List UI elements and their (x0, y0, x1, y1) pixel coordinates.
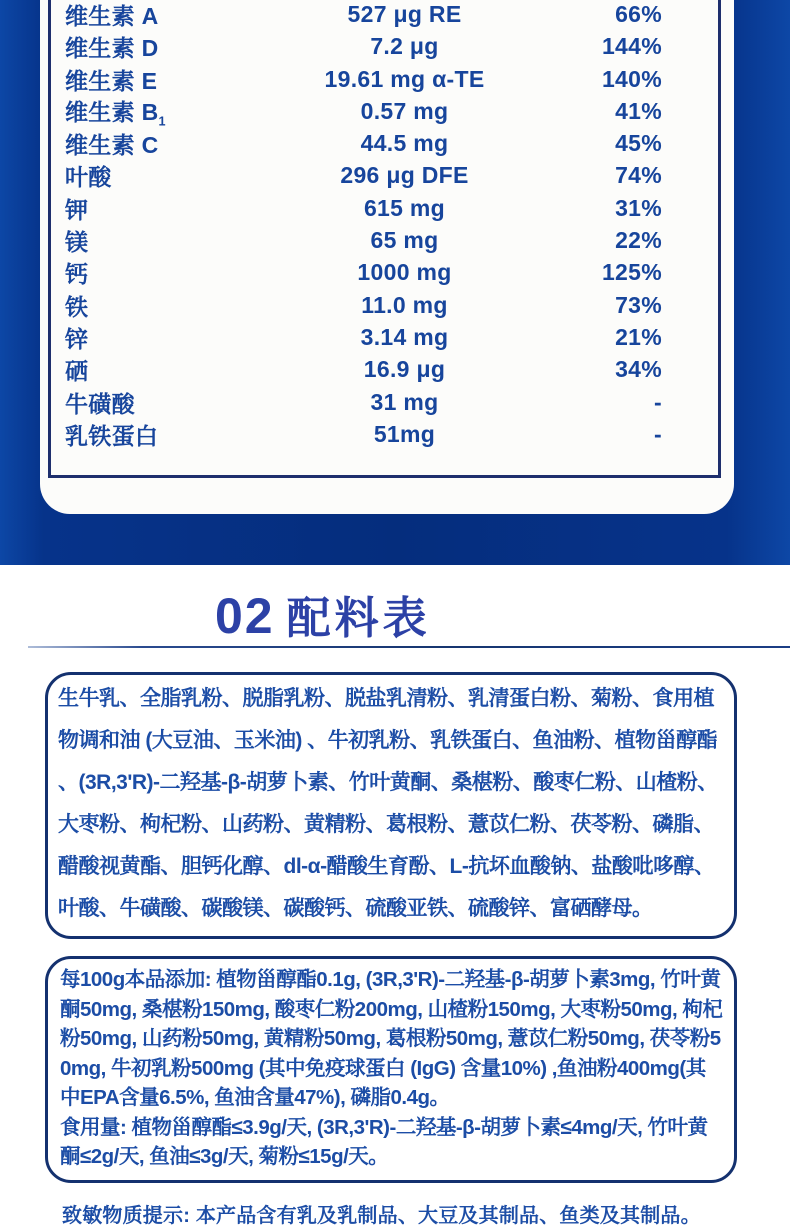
nutrition-table-row (51, 321, 718, 353)
nutrient-name: 硒 (65, 358, 89, 385)
nutrient-name: 镁 (65, 229, 89, 256)
nutrition-table-row (51, 386, 718, 418)
ingredients-amounts-box (45, 956, 737, 1183)
nutrient-amount: 615 mg (363, 194, 446, 221)
nutrient-name: 维生素 A (65, 2, 159, 29)
nutrition-table-row (51, 257, 718, 289)
nutrition-table-row (51, 192, 718, 224)
nutrient-name: 钾 (65, 196, 89, 223)
nutrient-name: 乳铁蛋白 (65, 422, 159, 449)
daily-limit-text: 食用量: 植物甾醇酯≤3.9g/天, (3R,3'R)-二羟基-β-胡萝卜素≤4mg/天, 竹叶黄酮≤2g/天, 鱼油≤3g/天, 菊粉≤15g/天。 (60, 1115, 708, 1168)
nutrient-amount: 11.0 mg (361, 291, 448, 318)
nutrient-amount: 296 μg DFE (340, 162, 469, 189)
nutrient-nrv-percent: 144% (601, 33, 662, 60)
nutrient-name: 维生素 C (65, 132, 159, 159)
nutrient-name: 叶酸 (65, 164, 112, 191)
additions-text: 每100g本品添加: 植物甾醇酯0.1g, (3R,3'R)-二羟基-β-胡萝卜素3mg, 竹叶黄酮50mg, 桑椹粉150mg, 酸枣仁粉200mg, 山楂粉150mg, 大枣粉50mg, 枸杞粉50mg, 山药粉50mg, 黄精粉50mg, 葛根粉50mg, 薏苡仁粉50mg, 茯苓粉50mg, 牛初乳粉500mg (其中免疫球蛋白 (IgG) 含量10%) ,鱼油粉400mg(其中EPA含量6.5%, 鱼油含量47%), 磷脂0.4g。 (60, 968, 723, 1109)
nutrient-nrv-percent: 125% (601, 259, 662, 286)
ingredients-section (0, 672, 790, 1228)
nutrient-amount: 44.5 mg (360, 130, 449, 157)
nutrient-amount: 1000 mg (357, 259, 452, 286)
nutrient-amount: 7.2 μg (370, 33, 439, 60)
nutrition-card (40, 0, 734, 514)
nutrient-name: 维生素 D (65, 35, 159, 62)
nutrition-table-row (51, 160, 718, 192)
nutrient-nrv-percent: 66% (615, 0, 662, 27)
nutrition-table-row (51, 224, 718, 256)
nutrient-amount: 0.57 mg (360, 97, 449, 124)
nutrient-nrv-percent: 21% (615, 323, 662, 350)
nutrient-nrv-percent: 41% (615, 97, 662, 124)
allergen-note: 致敏物质提示: 本产品含有乳及乳制品、大豆及其制品、鱼类及其制品。 (62, 1204, 701, 1227)
nutrient-name: 钙 (65, 261, 89, 288)
nutrition-table-row (51, 289, 718, 321)
title-divider (28, 646, 790, 649)
nutrition-table-row (51, 31, 718, 63)
nutrient-nrv-percent: 31% (615, 194, 662, 221)
section-title: 配料表 (286, 594, 431, 643)
nutrient-amount: 16.9 μg (363, 356, 446, 383)
nutrition-table-body (51, 0, 718, 450)
nutrition-table-row (51, 354, 718, 386)
ingredients-list-text: 生牛乳、全脂乳粉、脱脂乳粉、脱盐乳清粉、乳清蛋白粉、菊粉、食用植物调和油 (大豆油、玉米油) 、牛初乳粉、乳铁蛋白、鱼油粉、植物甾醇酯、(3R,3'R)-二羟基-β-胡萝卜素、竹叶黄酮、桑椹粉、酸枣仁粉、山楂粉、大枣粉、枸杞粉、山药粉、黄精粉、葛根粉、薏苡仁粉、茯苓粉、磷脂、醋酸视黄酯、胆钙化醇、dl-α-醋酸生育酚、L-抗坏血酸钠、盐酸吡哆醇、叶酸、牛磺酸、碳酸镁、碳酸钙、硫酸亚铁、硫酸锌、富硒酵母。 (58, 687, 718, 920)
nutrient-nrv-percent: 74% (615, 162, 662, 189)
nutrition-table-row (51, 63, 718, 95)
nutrient-amount: 527 μg RE (347, 0, 462, 27)
ingredients-list-box (45, 672, 737, 939)
nutrient-nrv-percent: - (654, 388, 662, 415)
nutrient-name: 锌 (65, 325, 89, 352)
section-number: 02 (215, 588, 275, 644)
nutrient-name: 维生素 E (65, 67, 158, 94)
nutrient-nrv-percent: 45% (615, 130, 662, 157)
nutrition-table-row (51, 418, 718, 450)
nutrient-nrv-percent: 140% (601, 65, 662, 92)
section-header (215, 582, 431, 646)
nutrient-nrv-percent: 34% (615, 356, 662, 383)
nutrient-nrv-percent: 73% (615, 291, 662, 318)
nutrient-name: 牛磺酸 (65, 390, 135, 417)
nutrient-amount: 19.61 mg α-TE (324, 65, 485, 92)
hero-section (0, 0, 790, 565)
nutrient-amount: 31 mg (370, 388, 439, 415)
nutrient-name: 维生素 $B_1$ (65, 99, 166, 129)
section-title-band (0, 565, 790, 660)
nutrition-table (48, 0, 721, 478)
nutrient-amount: 65 mg (370, 227, 439, 254)
nutrition-table-row (51, 127, 718, 159)
nutrient-name: 铁 (65, 293, 89, 320)
nutrient-amount: 51mg (373, 420, 436, 447)
nutrient-nrv-percent: 22% (615, 227, 662, 254)
nutrient-nrv-percent: - (654, 420, 662, 447)
nutrition-table-row (51, 95, 718, 127)
nutrition-table-row (51, 0, 718, 31)
nutrient-amount: 3.14 mg (360, 323, 449, 350)
